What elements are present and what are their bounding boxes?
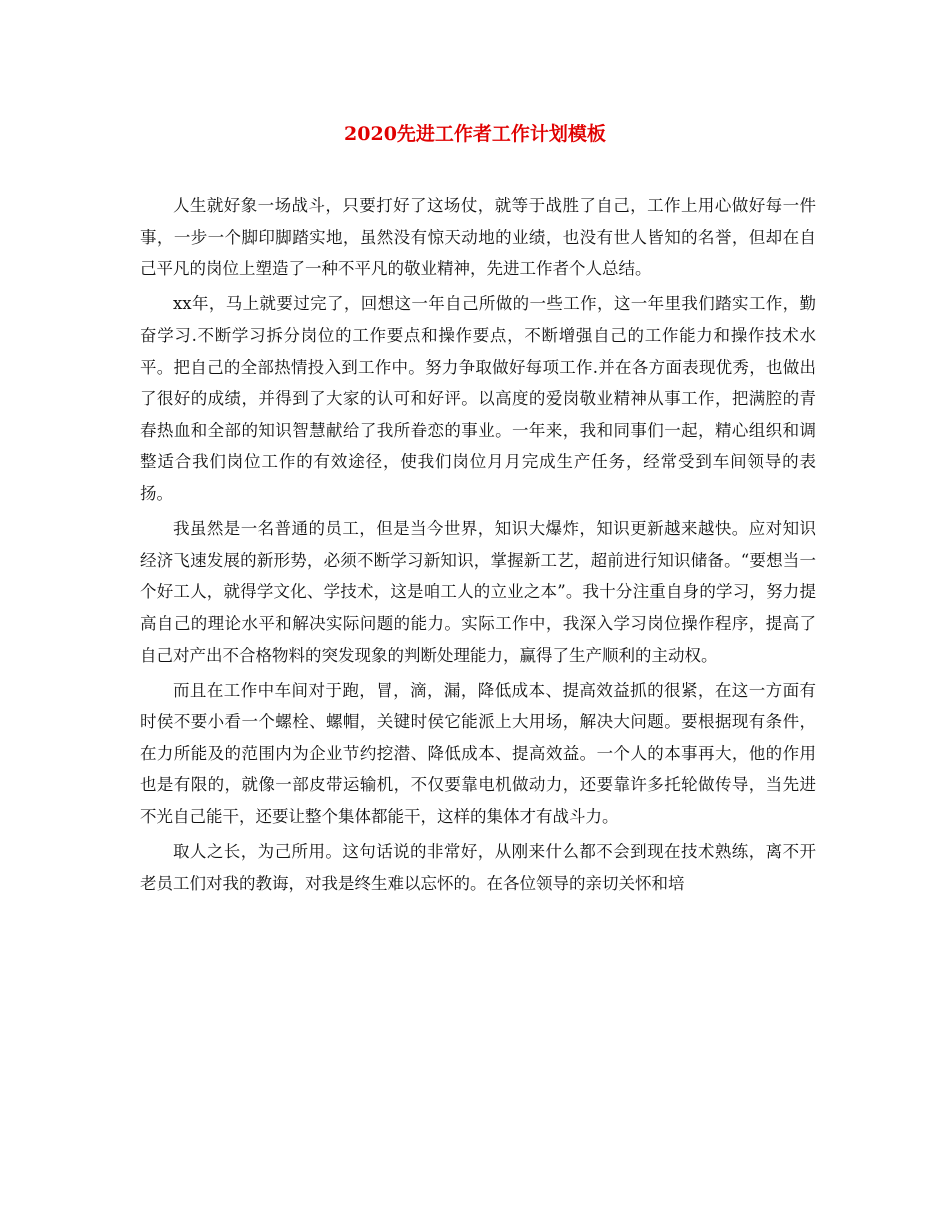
document-title: 2020先进工作者工作计划模板 — [344, 123, 606, 145]
paragraph: 取人之长，为己所用。这句话说的非常好，从刚来什么都不会到现在技术熟练，离不开老员工们对我的教诲，对我是终生难以忘怀的。在各位领导的亲切关怀和培 — [140, 842, 816, 893]
paragraph: 而且在工作中车间对于跑，冒，滴，漏，降低成本、提高效益抓的很紧，在这一方面有时侯不要小看一个螺栓、螺帽，关键时侯它能派上大用场，解决大问题。要根据现有条件，在力所能及的范围内为企业节约挖潜、降低成本、提高效益。一个人的本事再大，他的作用也是有限的，就像一部皮带运输机，不仅要靠电机做动力，还要靠许多托轮做传导，当先进不光自己能干，还要让整个集体都能干，这样的集体才有战斗力。 — [140, 680, 816, 827]
document-body — [140, 190, 816, 903]
paragraph: 人生就好象一场战斗，只要打好了这场仗，就等于战胜了自己，工作上用心做好每一件事，一步一个脚印脚踏实地，虽然没有惊天动地的业绩，也没有世人皆知的名誉，但却在自己平凡的岗位上塑造了一种不平凡的敬业精神，先进工作者个人总结。 — [140, 196, 816, 279]
paragraph: 我虽然是一名普通的员工，但是当今世界，知识大爆炸，知识更新越来越快。应对知识经济飞速发展的新形势，必须不断学习新知识，掌握新工艺，超前进行知识储备。“要想当一个好工人，就得学文化、学技术，这是咱工人的立业之本”。我十分注重自身的学习，努力提高自己的理论水平和解决实际问题的能力。实际工作中，我深入学习岗位操作程序，提高了自己对产出不合格物料的突发现象的判断处理能力，赢得了生产顺利的主动权。 — [140, 519, 816, 665]
paragraph: xx年，马上就要过完了，回想这一年自己所做的一些工作，这一年里我们踏实工作，勤奋学习.不断学习拆分岗位的工作要点和操作要点，不断增强自己的工作能力和操作技术水平。把自己的全部热情投入到工作中。努力争取做好每项工作.并在各方面表现优秀，也做出了很好的成绩，并得到了大家的认可和好评。以高度的爱岗敬业精神从事工作，把满腔的青春热血和全部的知识智慧献给了我所眷恋的事业。一年来，我和同事们一起，精心组织和调整适合我们岗位工作的有效途径，使我们岗位月月完成生产任务，经常受到车间领导的表扬。 — [140, 294, 816, 503]
